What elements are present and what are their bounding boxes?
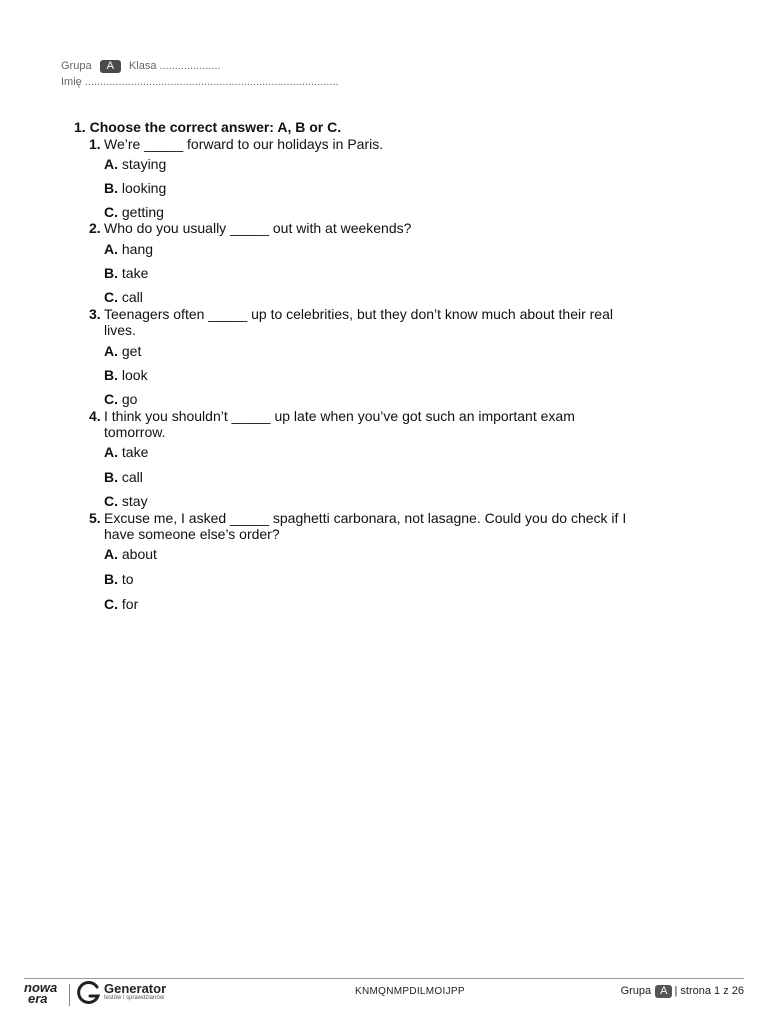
option-letter: B.: [104, 180, 118, 196]
question-5-option-a[interactable]: [104, 546, 157, 562]
question-3-option-a[interactable]: [104, 343, 141, 359]
option-text: looking: [121, 180, 167, 196]
generator-g-icon: [76, 980, 102, 1011]
option-text: getting: [121, 204, 164, 220]
option-text: get: [121, 343, 142, 359]
question-4-option-c[interactable]: [104, 493, 148, 509]
option-text: for: [121, 596, 139, 612]
question-text: Who do you usually _____ out with at weekends?: [104, 220, 412, 236]
option-letter: B.: [104, 571, 118, 587]
question-number: 3.: [89, 306, 101, 322]
footer-group-badge: A: [655, 985, 672, 998]
option-letter: B.: [104, 469, 118, 485]
option-text: hang: [121, 241, 154, 257]
question-4: [89, 408, 629, 440]
question-2-option-b[interactable]: [104, 265, 148, 281]
page-footer: [0, 978, 768, 1024]
option-letter: C.: [104, 289, 118, 305]
generator-title: Generator: [104, 981, 167, 996]
footer-group-label: Grupa: [620, 985, 652, 997]
option-text: about: [121, 546, 157, 562]
option-letter: C.: [104, 204, 118, 220]
question-number: 1.: [89, 136, 101, 152]
question-5-option-c[interactable]: [104, 596, 138, 612]
option-text: to: [121, 571, 134, 587]
task-instruction: Choose the correct answer: A, B or C.: [89, 119, 342, 135]
option-letter: A.: [104, 444, 118, 460]
name-label: Imię ...................................................................................: [61, 76, 339, 88]
group-label: Grupa: [61, 60, 92, 72]
option-text: staying: [121, 156, 167, 172]
question-number: 2.: [89, 220, 101, 236]
option-letter: A.: [104, 343, 118, 359]
nowa-era-logo: [24, 982, 57, 1004]
name-row: [61, 74, 339, 90]
question-number: 4.: [89, 408, 101, 424]
question-2-option-c[interactable]: [104, 289, 143, 305]
class-label: Klasa ....................: [128, 60, 221, 72]
question-1-option-c[interactable]: [104, 204, 164, 220]
group-badge: A: [100, 60, 121, 73]
question-text: We’re _____ forward to our holidays in Paris.: [104, 136, 384, 152]
question-2: [89, 220, 629, 236]
question-3: [89, 306, 629, 338]
question-3-option-c[interactable]: [104, 391, 137, 407]
logo-separator: [69, 984, 70, 1006]
question-5-option-b[interactable]: [104, 571, 134, 587]
question-text: I think you shouldn’t _____ up late when you’ve got such an important exam tomorrow.: [104, 408, 575, 440]
question-3-option-b[interactable]: [104, 367, 148, 383]
option-text: call: [121, 469, 143, 485]
option-text: take: [121, 265, 149, 281]
logo-line-2: era: [28, 991, 48, 1006]
option-letter: B.: [104, 265, 118, 281]
question-text: Teenagers often _____ up to celebrities, but they don’t know much about their real lives.: [104, 306, 613, 338]
page-number: | strona 1 z 26: [674, 985, 744, 997]
group-class-row: [61, 58, 339, 74]
option-text: look: [121, 367, 148, 383]
option-text: go: [121, 391, 138, 407]
option-letter: A.: [104, 241, 118, 257]
option-letter: B.: [104, 367, 118, 383]
option-letter: C.: [104, 391, 118, 407]
option-letter: C.: [104, 596, 118, 612]
logo-line-1: nowa: [24, 980, 58, 995]
question-1-option-b[interactable]: [104, 180, 166, 196]
option-text: stay: [121, 493, 148, 509]
task-title: [74, 119, 341, 135]
option-letter: C.: [104, 493, 118, 509]
question-1: [89, 136, 629, 152]
question-4-option-a[interactable]: [104, 444, 148, 460]
generator-subtitle: testów i sprawdzianów: [104, 995, 165, 1001]
option-text: call: [121, 289, 143, 305]
question-text: Excuse me, I asked _____ spaghetti carbonara, not lasagne. Could you do check if I have someone else’s order?: [104, 510, 627, 542]
page-info: [621, 985, 744, 998]
option-letter: A.: [104, 156, 118, 172]
question-1-option-a[interactable]: [104, 156, 166, 172]
option-letter: A.: [104, 546, 118, 562]
document-code: KNMQNMPDILMOIJPP: [355, 986, 465, 997]
question-2-option-a[interactable]: [104, 241, 153, 257]
worksheet-header: [61, 58, 339, 90]
question-number: 5.: [89, 510, 101, 526]
question-5: [89, 510, 629, 542]
question-4-option-b[interactable]: [104, 469, 143, 485]
task-number: 1.: [74, 119, 86, 135]
option-text: take: [121, 444, 149, 460]
